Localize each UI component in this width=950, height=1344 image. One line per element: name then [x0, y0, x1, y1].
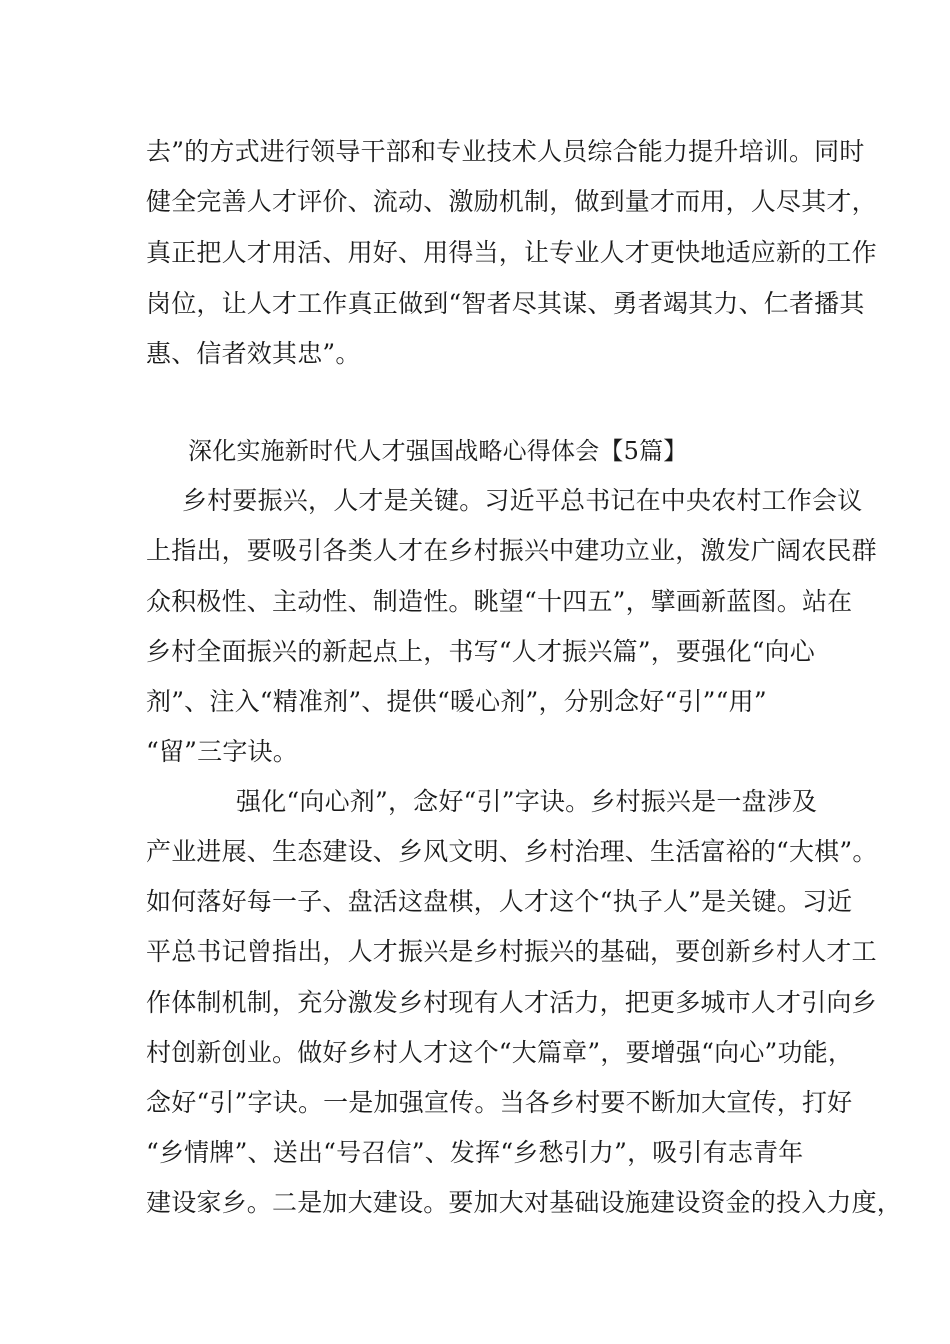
- text-line: “留”三字诀。: [146, 737, 298, 766]
- text-line: 去”的方式进行领导干部和专业技术人员综合能力提升培训。同时: [146, 137, 865, 166]
- text-line: 岗位，让人才工作真正做到“智者尽其谋、勇者竭其力、仁者播其: [146, 289, 865, 318]
- text-line: 剂”、注入“精准剂”、提供“暖心剂”，分别念好“引”“用”: [146, 687, 767, 716]
- text-line: “乡情牌”、送出“号召信”、发挥“乡愁引力”，吸引有志青年: [146, 1138, 804, 1167]
- text-line: 众积极性、主动性、制造性。眺望“十四五”，擘画新蓝图。站在: [146, 587, 853, 616]
- document-title: 深化实施新时代人才强国战略心得体会【5篇】: [188, 437, 688, 465]
- text-line: 健全完善人才评价、流动、激励机制，做到量才而用，人尽其才，: [146, 187, 877, 216]
- text-line: 真正把人才用活、用好、用得当，让专业人才更快地适应新的工作: [146, 238, 877, 267]
- text-line: 平总书记曾指出，人才振兴是乡村振兴的基础，要创新乡村人才工: [146, 937, 877, 966]
- text-line: 如何落好每一子、盘活这盘棋，人才这个“执子人”是关键。习近: [146, 887, 853, 916]
- text-line: 惠、信者效其忠”。: [146, 339, 361, 368]
- text-line: 上指出，要吸引各类人才在乡村振兴中建功立业，激发广阔农民群: [146, 536, 877, 565]
- text-line: 念好“引”字诀。一是加强宣传。当各乡村要不断加大宣传，打好: [146, 1088, 853, 1117]
- text-line: 乡村要振兴，人才是关键。习近平总书记在中央农村工作会议: [182, 486, 863, 515]
- text-line: 乡村全面振兴的新起点上，书写“人才振兴篇”，要强化“向心: [146, 637, 815, 666]
- text-line: 建设家乡。二是加大建设。要加大对基础设施建设资金的投入力度，: [146, 1188, 903, 1217]
- text-line: 村创新创业。做好乡村人才这个“大篇章”，要增强“向心”功能，: [146, 1038, 854, 1067]
- text-line: 强化“向心剂”，念好“引”字诀。乡村振兴是一盘涉及: [236, 787, 818, 816]
- text-line: 作体制机制，充分激发乡村现有人才活力，把更多城市人才引向乡: [146, 988, 877, 1017]
- text-line: 产业进展、生态建设、乡风文明、乡村治理、生活富裕的“大棋”。: [146, 837, 878, 866]
